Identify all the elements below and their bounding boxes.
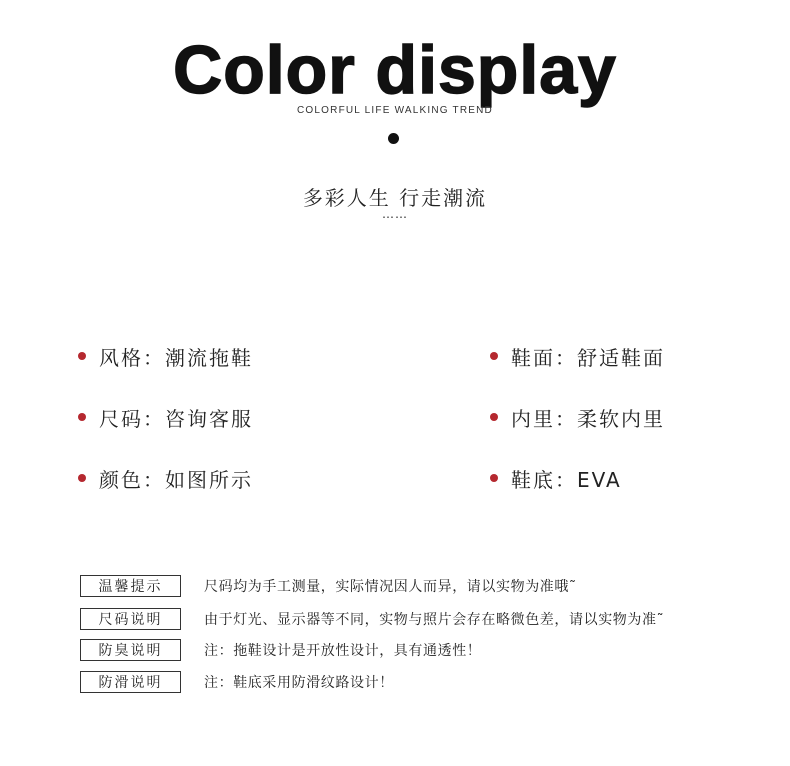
spec-upper	[490, 341, 665, 371]
note-tag: 温馨提示	[80, 575, 181, 597]
bullet-dot-icon	[78, 413, 86, 421]
note-row	[80, 671, 394, 693]
spec-sole	[490, 463, 622, 493]
note-tag: 防滑说明	[80, 671, 181, 693]
page-subtitle: COLORFUL LIFE WALKING TREND	[297, 105, 493, 116]
note-text: 注：鞋底采用防滑纹路设计！	[204, 675, 394, 691]
slogan: 多彩人生 行走潮流	[302, 186, 488, 210]
bullet-dot-icon	[78, 352, 86, 360]
note-tag: 尺码说明	[80, 608, 181, 630]
spec-color-text: 颜色：如图所示	[99, 467, 253, 492]
spec-color	[78, 463, 253, 493]
spec-size	[78, 402, 253, 432]
spec-style-text: 风格：潮流拖鞋	[99, 345, 253, 370]
slogan-ellipsis: ……	[382, 207, 408, 221]
spec-size-text: 尺码：咨询客服	[99, 406, 253, 431]
note-row	[80, 608, 664, 630]
spec-upper-text: 鞋面：舒适鞋面	[511, 345, 665, 370]
note-text: 尺码均为手工测量，实际情况因人而异，请以实物为准哦˜	[204, 579, 577, 595]
note-tag: 防臭说明	[80, 639, 181, 661]
bullet-dot-icon	[78, 474, 86, 482]
note-row	[80, 575, 577, 597]
decorative-dot	[388, 133, 399, 144]
spec-lining-text: 内里：柔软内里	[511, 406, 665, 431]
spec-lining	[490, 402, 665, 432]
spec-sole-text: 鞋底：EVA	[511, 467, 622, 492]
note-text: 由于灯光、显示器等不同，实物与照片会存在略微色差，请以实物为准˜	[204, 612, 665, 628]
note-row	[80, 639, 481, 661]
bullet-dot-icon	[490, 474, 498, 482]
bullet-dot-icon	[490, 413, 498, 421]
note-text: 注：拖鞋设计是开放性设计，具有通透性！	[204, 643, 482, 659]
page-title: Color display	[173, 32, 617, 108]
bullet-dot-icon	[490, 352, 498, 360]
spec-style	[78, 341, 253, 371]
